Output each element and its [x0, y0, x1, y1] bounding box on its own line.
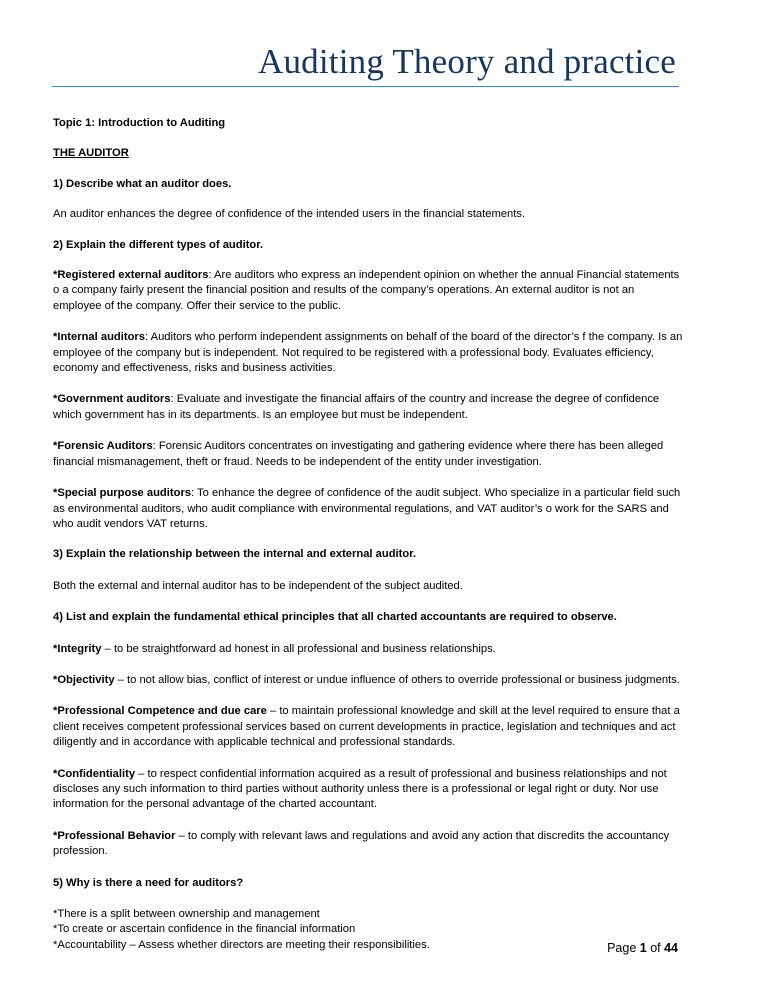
reason-item: *There is a split between ownership and management [53, 908, 320, 920]
answer-3: Both the external and internal auditor has to be independent of the subject audited. [53, 579, 463, 592]
question-1: 1) Describe what an auditor does. [53, 177, 232, 190]
term: *Professional Behavior [53, 829, 176, 842]
term: *Integrity [53, 642, 102, 655]
term: *Special purpose auditors [53, 487, 192, 500]
answer-1: An auditor enhances the degree of confidence of the intended users in the financial statements. [53, 208, 526, 221]
document-title: Auditing Theory and practice [257, 42, 676, 81]
term: *Professional Competence and due care [53, 705, 267, 718]
auditor-type-special-purpose: *Special purpose auditors: To enhance the degree of confidence of the audit subject. Who specialize in a particular field such as environmental auditors, who audit compliance with environmental regulations, and VAT auditor’s o work for the SARS and who audit vendors VAT returns. [53, 487, 681, 530]
term: *Government auditors [53, 393, 171, 406]
page-number: Page 1 of 44 [607, 941, 678, 955]
reason-item: *To create or ascertain confidence in the financial information [53, 923, 356, 936]
principle-integrity: *Integrity – to be straightforward ad honest in all professional and business relationships. [53, 642, 496, 655]
principle-competence: *Professional Competence and due care – to maintain professional knowledge and skill at the level required to ensure that a client receives competent professional services based on current developments in practice, legislation and techniques and act diligently and in accordance with applicable technical and professional standards. [53, 705, 680, 749]
principle-objectivity: *Objectivity – to not allow bias, conflict of interest or undue influence of others to override professional or business judgments. [53, 673, 680, 686]
topic-heading: Topic 1: Introduction to Auditing [53, 117, 226, 129]
question-2: 2) Explain the different types of auditor. [53, 238, 264, 251]
term: *Objectivity [53, 673, 115, 686]
question-4: 4) List and explain the fundamental ethical principles that all charted accountants are required to observe. [53, 611, 617, 624]
auditor-type-forensic: *Forensic Auditors: Forensic Auditors concentrates on investigating and gathering evidence where there has been alleged financial mismanagement, theft or fraud. Needs to be independent of the entity under investigation. [53, 440, 664, 468]
term: *Internal auditors [53, 331, 146, 344]
question-5: 5) Why is there a need for auditors? [53, 876, 244, 889]
principle-professional-behavior: *Professional Behavior – to comply with relevant laws and regulations and avoid any action that discredits the accountancy profession. [53, 829, 670, 858]
section-heading: THE AUDITOR [53, 147, 129, 160]
document-body [53, 116, 683, 953]
term: *Registered external auditors [53, 269, 209, 282]
question-3: 3) Explain the relationship between the internal and external auditor. [53, 548, 417, 561]
auditor-type-government: *Government auditors: Evaluate and investigate the financial affairs of the country and increase the degree of confidence which government has in its departments. Is an employee but must be independent. [53, 393, 660, 421]
auditor-type-internal: *Internal auditors: Auditors who perform independent assignments on behalf of the board of the director’s f the company. Is an employee of the company but is independent. Not required to be registered with a professional body. Evaluates efficiency, economy and effectiveness, risks and business activities. [53, 331, 683, 375]
term: *Forensic Auditors [53, 440, 153, 453]
principle-confidentiality: *Confidentiality – to respect confidential information acquired as a result of professional and business relationships and not discloses any such information to third parties without authority unless there is a professional or legal right or duty. Nor use information for the personal advantage of the charted accountant. [53, 767, 667, 811]
reason-item: *Accountability – Assess whether directors are meeting their responsibilities. [53, 938, 430, 951]
title-divider [52, 86, 679, 87]
term: *Confidentiality [53, 767, 136, 780]
auditor-type-registered-external: *Registered external auditors: Are auditors who express an independent opinion on whether the annual Financial statements o a company fairly present the financial position and results of the company’s operations. An external auditor is not an employee of the company. Offer their service to the public. [53, 269, 680, 312]
